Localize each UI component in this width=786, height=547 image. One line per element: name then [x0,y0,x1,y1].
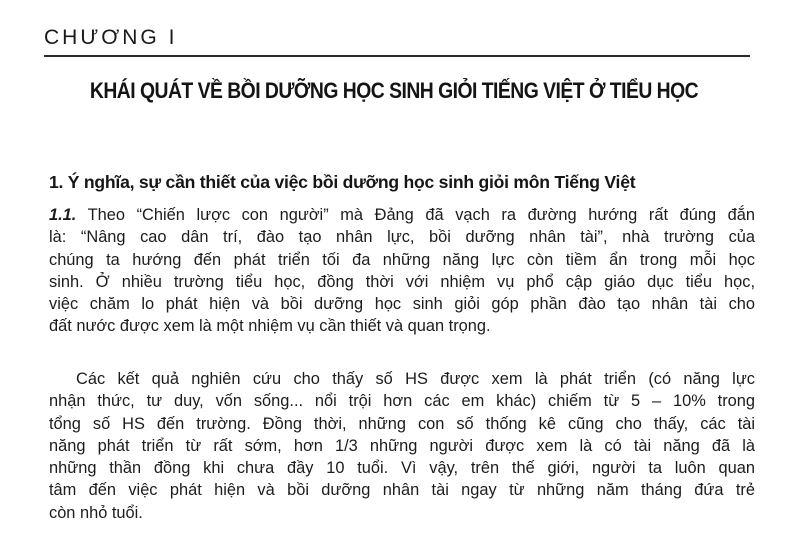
paragraph-line: sinh. Ở nhiều trường tiểu học, đồng thời với nhiệm vụ phổ cập giáo dục tiểu học, [49,272,755,291]
paragraph-line: chúng ta hướng đến phát triển tối đa những năng lực còn tiềm ẩn trong mỗi học [49,250,755,269]
paragraph-line: đất nước được xem là một nhiệm vụ cần thiết và quan trọng. [49,317,491,336]
chapter-title: KHÁI QUÁT VỀ BỒI DƯỠNG HỌC SINH GIỎI TIẾNG VIỆT Ở TIỂU HỌC [89,78,699,103]
paragraph-2 [49,368,755,524]
chapter-divider [44,55,750,57]
chapter-label: CHƯƠNG I [44,26,178,49]
paragraph-line: là: “Nâng cao dân trí, đào tạo nhân lực, bồi dưỡng nhân tài”, nhà trường của [49,228,755,247]
paragraph-line: 1.1. Theo “Chiến lược con người” mà Đảng đã vạch ra đường hướng rất đúng đắn [49,206,755,224]
paragraph-line: năng phát triển từ rất sớm, hơn 1/3 những người được xem là có tài năng đã là [49,436,755,455]
paragraph-line: nhận thức, tư duy, vốn sống... nổi trội hơn các em khác) chiếm từ 5 – 10% trong [49,392,755,411]
paragraph-line: tổng số HS đến trường. Đồng thời, những con số thống kê cũng cho thấy, các tài [49,414,755,433]
section-heading: 1. Ý nghĩa, sự cần thiết của việc bồi dưỡng học sinh giỏi môn Tiếng Việt [49,172,636,192]
paragraph-line: những thần đồng khi chưa đầy 10 tuổi. Vì vậy, trên thế giới, người ta luôn quan [49,459,755,478]
paragraph-1-1 [49,204,755,338]
paragraph-line: việc chăm lo phát hiện và bồi dưỡng học sinh giỏi góp phần đào tạo nhân tài cho [49,295,755,314]
subsection-number: 1.1. [49,206,77,224]
paragraph-line: còn nhỏ tuổi. [49,503,143,522]
paragraph-line: tâm đến việc phát hiện và bồi dưỡng nhân tài ngay từ những năm tháng đứa trẻ [49,481,755,500]
paragraph-line: Các kết quả nghiên cứu cho thấy số HS được xem là phát triển (có năng lực [76,370,755,388]
